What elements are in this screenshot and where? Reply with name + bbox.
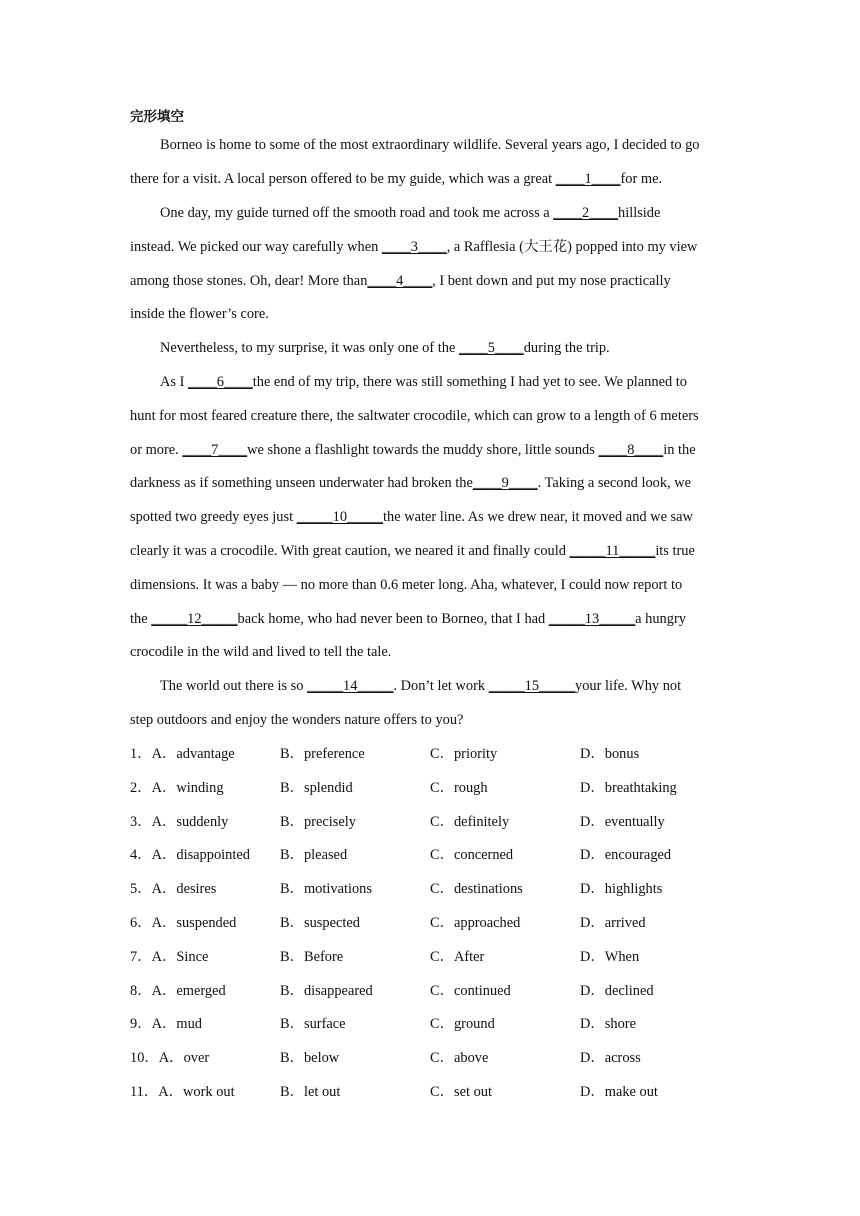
option-d[interactable]: D．breathtaking <box>580 779 677 796</box>
option-c[interactable]: C．priority <box>430 746 498 762</box>
answer-blank[interactable]: _____10_____ <box>296 509 384 525</box>
option-a[interactable]: 10．A．over <box>130 1050 210 1067</box>
passage-text: , a Rafflesia (大王花) popped into my view <box>446 239 698 255</box>
option-d[interactable]: D．make out <box>580 1084 658 1100</box>
option-c[interactable]: C．above <box>430 1050 489 1067</box>
passage-line <box>130 237 697 257</box>
passage-text: spotted two greedy eyes just <box>130 509 297 525</box>
passage-text: clearly it was a crocodile. With great caution, we neared it and finally could <box>130 543 570 559</box>
passage-text: Nevertheless, to my surprise, it was only one of the <box>160 340 459 356</box>
question-options-row <box>130 1082 730 1102</box>
option-d[interactable]: D．eventually <box>580 813 665 830</box>
answer-blank[interactable]: ____7____ <box>182 442 248 458</box>
passage-line <box>130 609 686 629</box>
passage-line <box>130 541 695 561</box>
option-d[interactable]: D．declined <box>580 982 654 999</box>
passage-text: darkness as if something unseen underwater had broken the <box>130 475 473 491</box>
option-b[interactable]: B．preference <box>280 746 365 762</box>
passage-line <box>130 271 671 291</box>
passage-text: the water line. As we drew near, it moved and we saw <box>383 509 693 525</box>
option-b[interactable]: B．suspected <box>280 915 360 931</box>
question-options-row <box>130 913 730 933</box>
passage-text: the <box>130 611 152 627</box>
passage-text: or more. <box>130 442 183 458</box>
option-b[interactable]: B．pleased <box>280 847 348 864</box>
option-c[interactable]: C．ground <box>430 1016 495 1033</box>
option-d[interactable]: D．bonus <box>580 746 640 762</box>
passage-text: inside the flower’s core. <box>130 306 269 322</box>
passage-text: for me. <box>620 171 663 187</box>
passage-text: during the trip. <box>523 340 610 356</box>
option-d[interactable]: D．When <box>580 948 640 965</box>
option-a[interactable]: 5．A．desires <box>130 881 217 898</box>
answer-blank[interactable]: ____2____ <box>553 205 619 221</box>
option-b[interactable]: B．surface <box>280 1016 346 1033</box>
option-a[interactable]: 1．A．advantage <box>130 746 235 762</box>
option-b[interactable]: B．let out <box>280 1084 341 1100</box>
passage-text: hillside <box>618 205 661 221</box>
passage-text: the end of my trip, there was still something I had yet to see. We planned to <box>252 374 687 390</box>
question-options-row <box>130 1048 730 1068</box>
option-b[interactable]: B．motivations <box>280 881 372 898</box>
passage-text: As I <box>160 374 188 390</box>
passage-text: among those stones. Oh, dear! More than <box>130 273 368 289</box>
passage-line <box>130 406 699 426</box>
passage-text: dimensions. It was a baby — no more than 0.6 meter long. Aha, whatever, I could now report to <box>130 577 683 593</box>
option-c[interactable]: C．definitely <box>430 813 510 830</box>
option-a[interactable]: 11．A．work out <box>130 1084 235 1100</box>
passage-line <box>130 440 696 460</box>
answer-blank[interactable]: ____5____ <box>458 340 524 356</box>
passage-line <box>130 642 391 662</box>
passage-text: a hungry <box>635 611 686 627</box>
passage-text: hunt for most feared creature there, the saltwater crocodile, which can grow to a length of 6 meters <box>130 408 699 424</box>
option-d[interactable]: D．shore <box>580 1016 636 1033</box>
answer-blank[interactable]: _____14_____ <box>307 678 394 694</box>
passage-text: there for a visit. A local person offered to be my guide, which was a great <box>130 171 556 187</box>
option-a[interactable]: 6．A．suspended <box>130 915 237 931</box>
option-d[interactable]: D．arrived <box>580 915 646 931</box>
question-options-row <box>130 947 730 967</box>
option-c[interactable]: C．approached <box>430 915 521 931</box>
answer-blank[interactable]: ____3____ <box>381 239 447 255</box>
answer-blank[interactable]: ____1____ <box>555 171 621 187</box>
option-a[interactable]: 9．A．mud <box>130 1016 202 1033</box>
option-d[interactable]: D．encouraged <box>580 847 672 864</box>
passage-line <box>160 135 700 155</box>
question-options-row <box>130 981 730 1001</box>
passage-text: . Don’t let work <box>393 678 489 694</box>
option-b[interactable]: B．precisely <box>280 813 356 830</box>
passage-text: back home, who had never been to Borneo, that I had <box>237 611 549 627</box>
answer-blank[interactable]: _____11_____ <box>569 543 656 559</box>
passage-text: , I bent down and put my nose practically <box>432 273 671 289</box>
passage-text: its true <box>655 543 695 559</box>
question-options-row <box>130 778 730 798</box>
passage-text: step outdoors and enjoy the wonders nature offers to you? <box>130 712 464 728</box>
passage-line <box>160 338 610 358</box>
question-options-row <box>130 1014 730 1034</box>
option-b[interactable]: B．Before <box>280 948 344 965</box>
passage-line <box>160 676 681 696</box>
passage-line <box>130 473 691 493</box>
passage-line <box>160 372 687 392</box>
passage-text: . Taking a second look, we <box>537 475 692 491</box>
answer-blank[interactable]: ____8____ <box>598 442 664 458</box>
option-a[interactable]: 4．A．disappointed <box>130 847 250 864</box>
answer-blank[interactable]: ____6____ <box>187 374 253 390</box>
option-c[interactable]: C．destinations <box>430 881 523 898</box>
passage-text: in the <box>663 442 696 458</box>
answer-blank[interactable]: _____13_____ <box>548 611 636 627</box>
option-b[interactable]: B．splendid <box>280 779 353 796</box>
option-d[interactable]: D．across <box>580 1050 641 1067</box>
question-options-row <box>130 812 730 832</box>
question-options-row <box>130 744 730 764</box>
passage-line <box>130 169 662 189</box>
answer-blank[interactable]: ____4____ <box>367 273 433 289</box>
passage-text: we shone a flashlight towards the muddy shore, little sounds <box>247 442 599 458</box>
passage-line <box>160 203 660 223</box>
passage-text: crocodile in the wild and lived to tell the tale. <box>130 644 392 660</box>
passage-text: The world out there is so <box>160 678 308 694</box>
option-a[interactable]: 8．A．emerged <box>130 982 226 999</box>
option-a[interactable]: 7．A．Since <box>130 948 209 965</box>
option-c[interactable]: C．After <box>430 948 485 965</box>
option-a[interactable]: 3．A．suddenly <box>130 813 229 830</box>
passage-line <box>130 304 269 324</box>
option-c[interactable]: C．continued <box>430 982 511 999</box>
passage-text: Borneo is home to some of the most extraordinary wildlife. Several years ago, I decided to go <box>160 137 700 153</box>
option-b[interactable]: B．below <box>280 1050 340 1067</box>
option-d[interactable]: D．highlights <box>580 881 663 898</box>
option-c[interactable]: C．set out <box>430 1084 492 1100</box>
passage-line <box>130 575 682 595</box>
option-a[interactable]: 2．A．winding <box>130 779 224 796</box>
question-options-row <box>130 845 730 865</box>
section-heading: 完形填空 <box>130 109 184 125</box>
option-c[interactable]: C．rough <box>430 779 488 796</box>
passage-line <box>130 710 463 730</box>
option-b[interactable]: B．disappeared <box>280 982 373 999</box>
answer-blank[interactable]: _____12_____ <box>151 611 238 627</box>
option-c[interactable]: C．concerned <box>430 847 514 864</box>
passage-line <box>130 507 693 527</box>
passage-text: One day, my guide turned off the smooth road and took me across a <box>160 205 554 221</box>
passage-text: instead. We picked our way carefully when <box>130 239 382 255</box>
answer-blank[interactable]: _____15_____ <box>488 678 576 694</box>
passage-text: your life. Why not <box>575 678 682 694</box>
answer-blank[interactable]: ____9____ <box>472 475 538 491</box>
question-options-row <box>130 879 730 899</box>
